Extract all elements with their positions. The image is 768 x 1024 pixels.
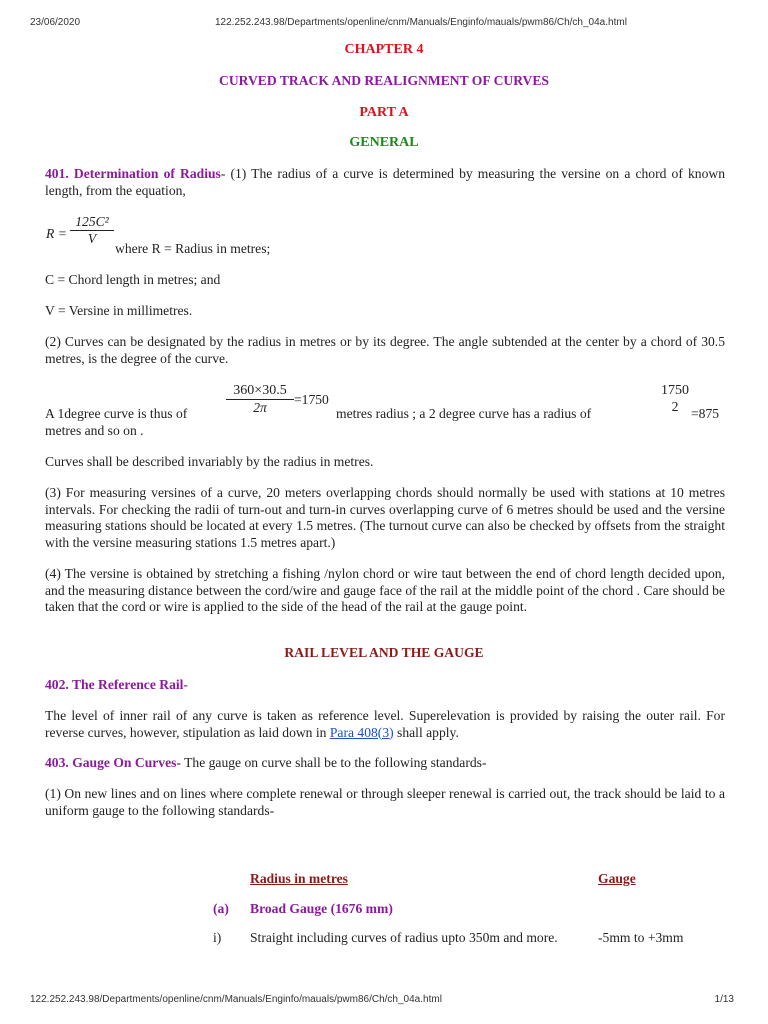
eq-fraction <box>70 214 114 247</box>
section-401-heading: 401. Determination of Radius <box>45 166 221 181</box>
para-radius-description: Curves shall be described invariably by the radius in metres. <box>45 454 374 469</box>
main-title: CURVED TRACK AND REALIGNMENT OF CURVES <box>219 73 549 88</box>
section-403-intro: - The gauge on curve shall be to the following standards- <box>176 755 487 770</box>
para-403-intro <box>45 755 486 771</box>
print-url: 122.252.243.98/Departments/openline/cnm/Manuals/Enginfo/mauals/pwm86/Ch/ch_04a.html <box>215 17 627 28</box>
table-col-radius: Radius in metres <box>250 871 348 886</box>
para-402 <box>45 708 725 741</box>
degree-text-c: metres and so on . <box>45 423 144 438</box>
degree-numerator-2: 1750 <box>661 383 689 398</box>
table-col-gauge: Gauge <box>598 871 636 886</box>
para-408-link[interactable]: Para 408(3) <box>329 724 394 740</box>
degree-result-1: =1750 <box>294 392 329 407</box>
chord-definition: C = Chord length in metres; and <box>45 272 221 287</box>
part-title: PART A <box>359 105 409 120</box>
versine-definition: V = Versine in millimetres. <box>45 303 193 318</box>
degree-result-2: =875 <box>691 406 720 421</box>
degree-text-b: metres radius ; a 2 degree curve has a radius of <box>336 406 592 421</box>
print-header <box>0 17 768 31</box>
para-401-intro <box>45 166 725 199</box>
table-row-text: Straight including curves of radius upto 350m and more. <box>250 930 558 945</box>
table-row-label: i) <box>213 930 222 945</box>
para-402-text-b: shall apply. <box>393 724 459 740</box>
print-date: 23/06/2020 <box>30 17 81 28</box>
degree-numerator-1: 360×30.5 <box>226 383 294 400</box>
eq-denominator: V <box>87 231 97 246</box>
degree-fraction-2 <box>656 383 694 415</box>
table-group-label: (a) <box>213 901 229 916</box>
chapter-title: CHAPTER 4 <box>344 42 424 57</box>
para-402-text-a: The level of inner rail of any curve is taken as reference level. Superelevation is provided by raising the outer rail. For reverse curves, however, stipulation as laid down in <box>45 708 725 740</box>
page-number: 1/13 <box>714 994 734 1005</box>
degree-fraction-1 <box>226 383 294 416</box>
para-401-2: (2) Curves can be designated by the radius in metres or by its degree. The angle subtended at the center by a chord of 30.5 metres, is the degree of the curve. <box>45 334 725 366</box>
eq-where: where R = Radius in metres; <box>115 241 271 256</box>
eq-numerator: 125C² <box>70 214 114 231</box>
table-group-name: Broad Gauge (1676 mm) <box>250 901 393 916</box>
para-401-3: (3) For measuring versines of a curve, 20 meters overlapping chords should normally be used with stations at 10 metres intervals. For checking the radii of turn-out and turn-in curves overlapping curve of 6 metres should be used and the versine measuring stations should be located at every 1.5 metres. (The turnout curve can also be checked by offsets from the straight with the versine measuring stations 1.5 metres apart.) <box>45 485 725 550</box>
degree-denominator-2: 2 <box>671 399 679 414</box>
section-401-intro: - (1) The radius of a curve is determined by measuring the versine on a chord of known length, from the equation, <box>45 166 725 198</box>
footer-url: 122.252.243.98/Departments/openline/cnm/Manuals/Enginfo/mauals/pwm86/Ch/ch_04a.html <box>30 994 442 1005</box>
general-title: GENERAL <box>349 135 419 150</box>
degree-text-a: A 1degree curve is thus of <box>45 406 188 421</box>
eq-lhs: R = <box>46 226 67 241</box>
para-401-4: (4) The versine is obtained by stretching a fishing /nylon chord or wire taut between the end of chord length decided upon, and the measuring distance between the cord/wire and gauge face of the rail at the middle point of the chord . Care should be taken that the cord or wire is applied to the side of the head of the rail at the gauge point. <box>45 566 725 614</box>
section-402-heading: 402. The Reference Rail- <box>45 677 188 692</box>
para-403-1: (1) On new lines and on lines where complete renewal or through sleeper renewal is carried out, the track should be laid to a uniform gauge to the following standards- <box>45 786 725 818</box>
section-403-heading: 403. Gauge On Curves <box>45 755 177 770</box>
degree-denominator-1: 2π <box>253 400 267 415</box>
table-row-gauge: -5mm to +3mm <box>598 930 684 945</box>
rail-level-title: RAIL LEVEL AND THE GAUGE <box>284 645 484 660</box>
